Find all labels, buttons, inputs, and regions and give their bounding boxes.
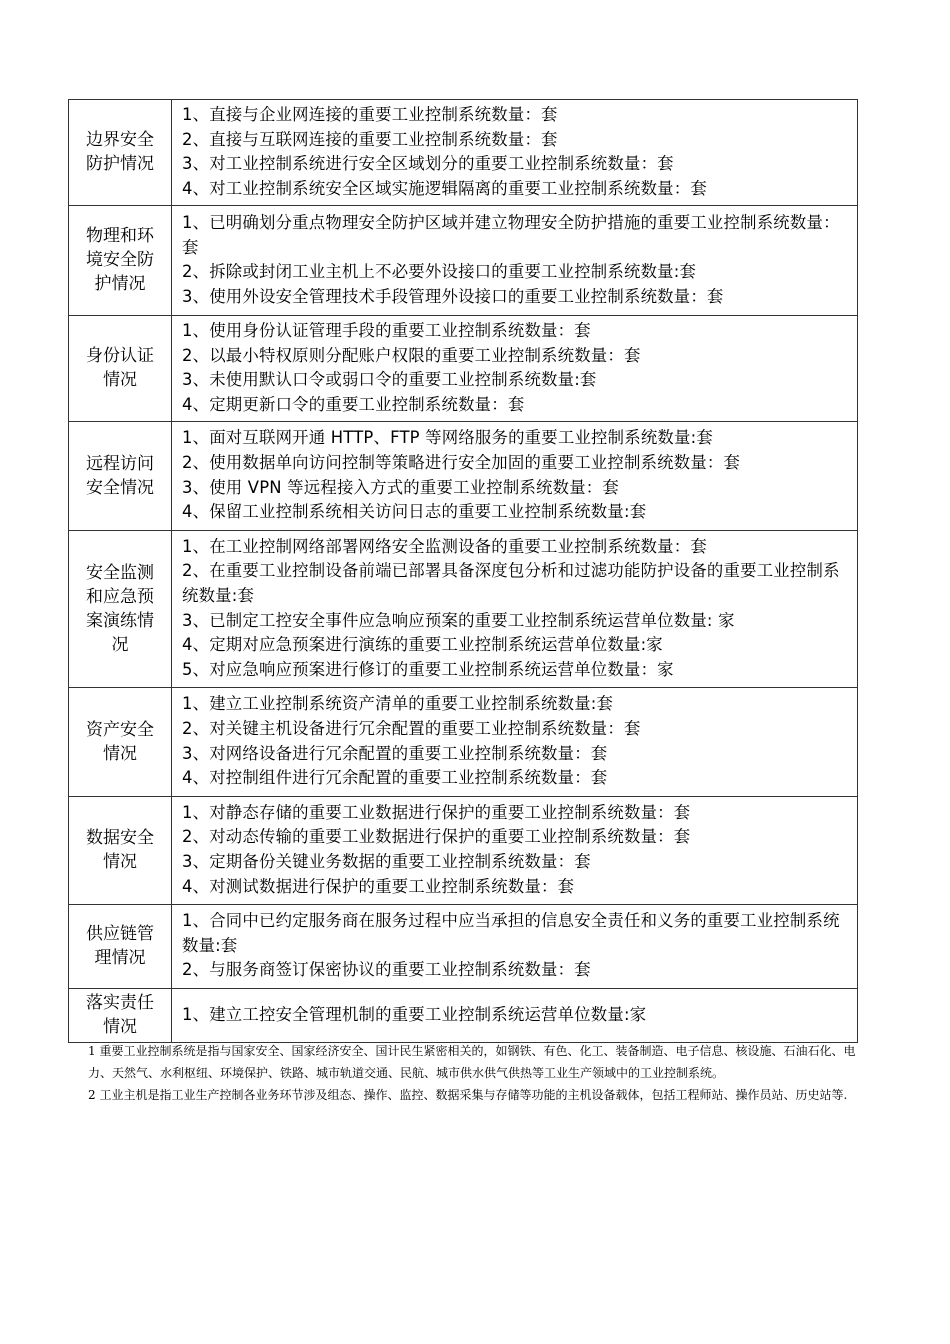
category-cell: 远程访问安全情况 [69, 421, 172, 530]
list-item: 2、对动态传输的重要工业数据进行保护的重要工业控制系统数量：套 [182, 827, 691, 847]
list-item: 4、保留工业控制系统相关访问日志的重要工业控制系统数量:套 [182, 502, 647, 522]
list-item: 2、使用数据单向访问控制等策略进行安全加固的重要工业控制系统数量：套 [182, 452, 741, 472]
category-cell: 身份认证情况 [69, 315, 172, 421]
table-row [69, 687, 858, 796]
list-item: 2、拆除或封闭工业主机上不必要外设接口的重要工业控制系统数量:套 [182, 262, 697, 282]
category-cell: 边界安全防护情况 [69, 100, 172, 206]
items-cell [172, 205, 858, 315]
category-cell: 供应链管理情况 [69, 904, 172, 988]
footnotes [88, 1040, 868, 1106]
table-row [69, 796, 858, 904]
category-cell: 数据安全情况 [69, 796, 172, 904]
items-cell [172, 904, 858, 988]
list-item: 4、对工业控制系统安全区域实施逻辑隔离的重要工业控制系统数量：套 [182, 179, 707, 199]
items-cell [172, 796, 858, 904]
list-item: 1、已明确划分重点物理安全防护区域并建立物理安全防护措施的重要工业控制系统数量：套 [182, 212, 840, 257]
table-row [69, 315, 858, 421]
list-item: 3、对网络设备进行冗余配置的重要工业控制系统数量：套 [182, 743, 608, 763]
items-cell [172, 421, 858, 530]
table-row [69, 100, 858, 206]
list-item: 3、对工业控制系统进行安全区域划分的重要工业控制系统数量：套 [182, 154, 674, 174]
category-cell: 落实责任情况 [69, 988, 172, 1042]
footnote: 1 重要工业控制系统是指与国家安全、国家经济安全、国计民生紧密相关的，如钢铁、有色、化工、装备制造、电子信息、核设施、石油石化、电力、天然气、水利枢纽、环境保护、铁路、城市轨道交通、民航、城市供水供气供热等工业生产领域中的工业控制系统。 [88, 1044, 856, 1080]
items-cell [172, 988, 858, 1042]
list-item: 2、与服务商签订保密协议的重要工业控制系统数量：套 [182, 960, 591, 980]
list-item: 1、合同中已约定服务商在服务过程中应当承担的信息安全责任和义务的重要工业控制系统数量:套 [182, 911, 840, 955]
list-item: 2、在重要工业控制设备前端已部署具备深度包分析和过滤功能防护设备的重要工业控制系统数量:套 [182, 561, 840, 605]
list-item: 4、定期对应急预案进行演练的重要工业控制系统运营单位数量:家 [182, 635, 663, 655]
table-row [69, 530, 858, 687]
list-item: 1、直接与企业网连接的重要工业控制系统数量：套 [182, 105, 558, 124]
list-item: 1、在工业控制网络部署网络安全监测设备的重要工业控制系统数量：套 [182, 536, 707, 556]
table-row [69, 904, 858, 988]
list-item: 3、已制定工控安全事件应急响应预案的重要工业控制系统运营单位数量: 家 [182, 610, 735, 630]
items-cell [172, 530, 858, 687]
category-cell: 资产安全情况 [69, 687, 172, 796]
survey-table-body [69, 100, 858, 1043]
items-cell [172, 100, 858, 206]
list-item: 2、对关键主机设备进行冗余配置的重要工业控制系统数量：套 [182, 718, 641, 738]
items-cell [172, 315, 858, 421]
table-row [69, 988, 858, 1042]
table-row [69, 421, 858, 530]
list-item: 1、建立工控安全管理机制的重要工业控制系统运营单位数量:家 [182, 1004, 647, 1024]
list-item: 1、面对互联网开通 HTTP、FTP 等网络服务的重要工业控制系统数量:套 [182, 428, 713, 448]
list-item: 4、对测试数据进行保护的重要工业控制系统数量：套 [182, 876, 575, 896]
list-item: 4、对控制组件进行冗余配置的重要工业控制系统数量：套 [182, 768, 608, 788]
list-item: 1、使用身份认证管理手段的重要工业控制系统数量：套 [182, 320, 591, 340]
footnote: 2 工业主机是指工业生产控制各业务环节涉及组态、操作、监控、数据采集与存储等功能的主机设备载体，包括工程师站、操作员站、历史站等. [88, 1088, 848, 1102]
list-item: 1、建立工业控制系统资产清单的重要工业控制系统数量:套 [182, 694, 614, 714]
category-cell: 安全监测和应急预案演练情况 [69, 530, 172, 687]
list-item: 2、以最小特权原则分配账户权限的重要工业控制系统数量：套 [182, 345, 641, 365]
category-cell: 物理和环境安全防护情况 [69, 205, 172, 315]
table-row [69, 205, 858, 315]
list-item: 2、直接与互联网连接的重要工业控制系统数量：套 [182, 129, 558, 149]
items-cell [172, 687, 858, 796]
survey-table [68, 99, 858, 1043]
list-item: 3、未使用默认口令或弱口令的重要工业控制系统数量:套 [182, 370, 597, 390]
list-item: 1、对静态存储的重要工业数据进行保护的重要工业控制系统数量：套 [182, 802, 691, 822]
list-item: 4、定期更新口令的重要工业控制系统数量：套 [182, 394, 525, 414]
list-item: 3、使用外设安全管理技术手段管理外设接口的重要工业控制系统数量：套 [182, 287, 724, 307]
list-item: 5、对应急响应预案进行修订的重要工业控制系统运营单位数量：家 [182, 660, 674, 680]
list-item: 3、使用 VPN 等远程接入方式的重要工业控制系统数量：套 [182, 477, 619, 497]
list-item: 3、定期备份关键业务数据的重要工业控制系统数量：套 [182, 852, 591, 872]
